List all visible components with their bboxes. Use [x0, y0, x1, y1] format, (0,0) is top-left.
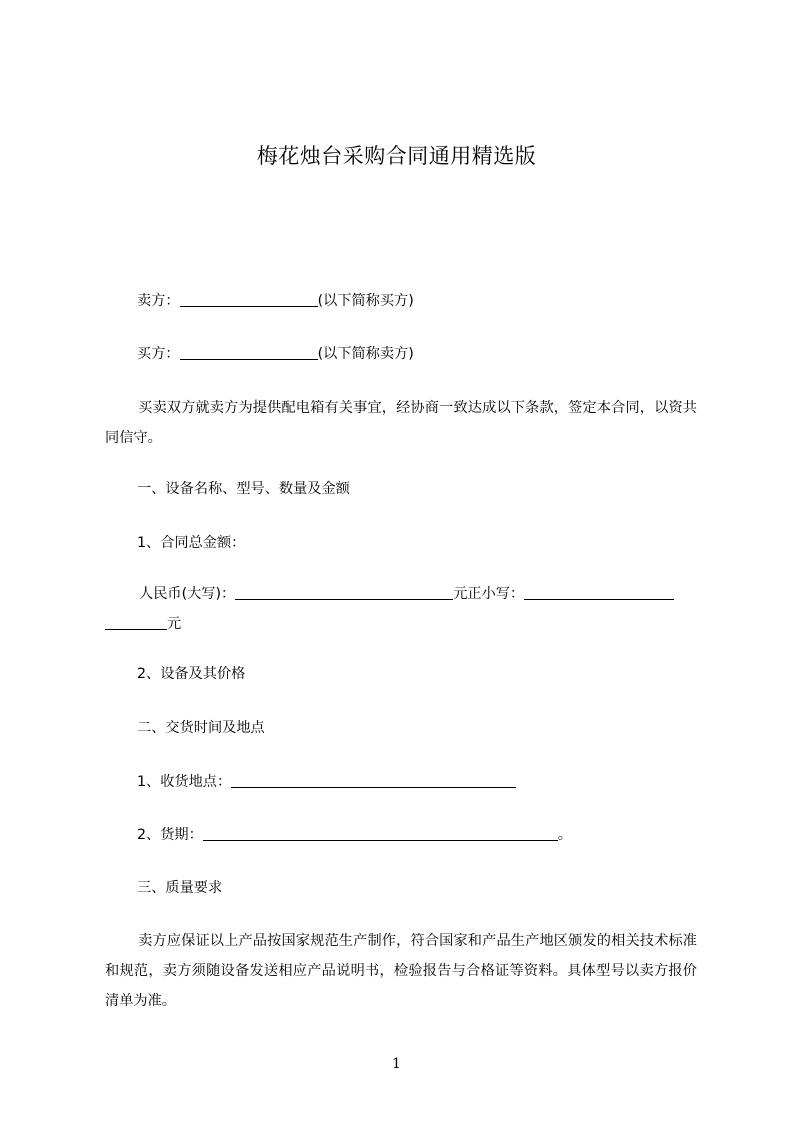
buyer-blank [180, 345, 318, 360]
rmb-upper-blank [235, 585, 453, 600]
receipt-line [137, 773, 516, 791]
document-title: 梅花烛台采购合同通用精选版 [256, 144, 537, 168]
quality-text: 卖方应保证以上产品按国家规范生产制作，符合国家和产品生产地区颁发的相关技术标准和规范，卖方须随设备发送相应产品说明书，检验报告与合格证等资料。具体型号以卖方报价清单为准。 [105, 933, 697, 1009]
section3-heading: 三、质量要求 [137, 880, 223, 896]
seller-line [137, 292, 414, 310]
intro-paragraph [105, 393, 697, 453]
section2-heading: 二、交货时间及地点 [137, 720, 265, 736]
delivery-end: 。 [557, 827, 572, 843]
seller-label: 卖方： [137, 293, 180, 309]
receipt-label: 1、收货地点： [137, 774, 232, 790]
seller-suffix: (以下简称买方) [317, 293, 414, 309]
rmb-lower-blank-cont [105, 615, 167, 630]
delivery-line [137, 826, 572, 844]
buyer-label: 买方： [137, 346, 180, 362]
buyer-line [137, 345, 414, 363]
receipt-blank [231, 773, 516, 788]
quality-paragraph [105, 926, 697, 1016]
rmb-mid-text: 元正小写： [453, 586, 525, 602]
delivery-label: 2、货期： [137, 827, 203, 843]
intro-text: 买卖双方就卖方为提供配电箱有关事宜，经协商一致达成以下条款，签定本合同，以资共同信守。 [105, 400, 697, 446]
buyer-suffix: (以下简称卖方) [317, 346, 414, 362]
section1-heading: 一、设备名称、型号、数量及金额 [137, 481, 350, 497]
rmb-upper-label: 人民币(大写)： [139, 586, 236, 602]
page-number: 1 [392, 1056, 401, 1072]
item1-label: 1、合同总金额： [137, 535, 246, 551]
seller-blank [180, 292, 318, 307]
item2-label: 2、设备及其价格 [137, 666, 246, 682]
delivery-blank [203, 826, 558, 841]
rmb-end-text: 元 [167, 616, 182, 632]
rmb-lower-blank [524, 585, 674, 600]
rmb-paragraph [105, 579, 697, 639]
